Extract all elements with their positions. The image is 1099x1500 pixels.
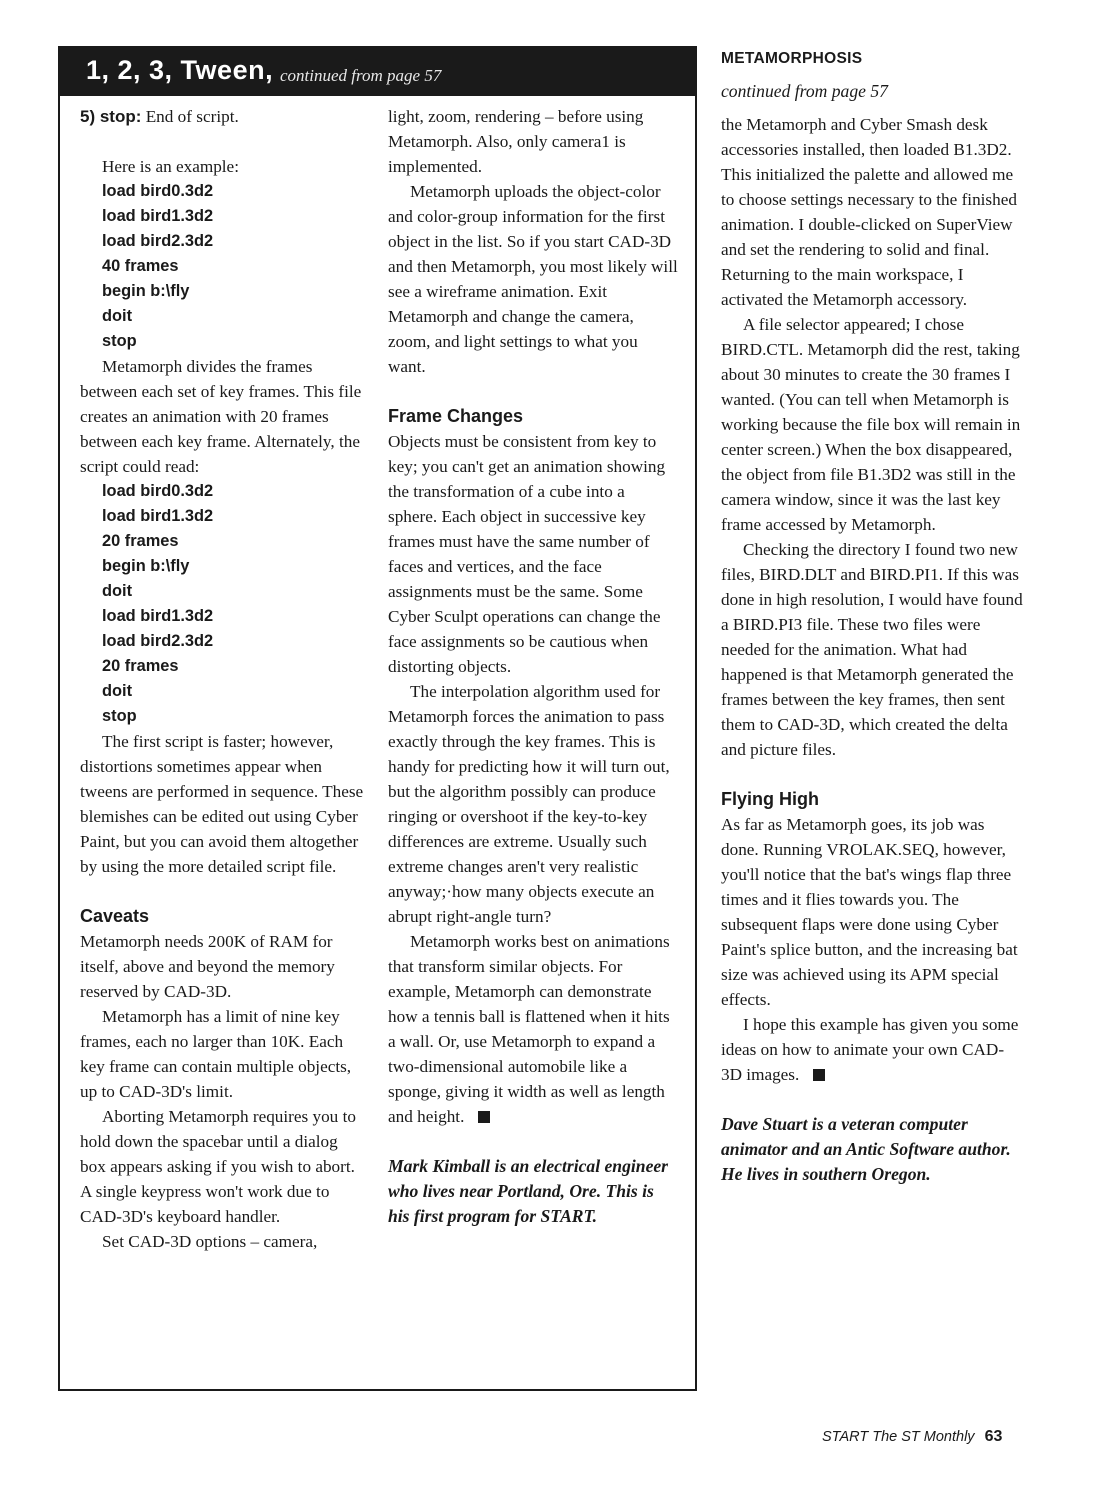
publication-name: START The ST Monthly	[822, 1429, 975, 1445]
paragraph-light-zoom: light, zoom, rendering – before using Metamorph. Also, only camera1 is implemented.	[388, 107, 644, 176]
article-title: 1, 2, 3, Tween,	[86, 55, 274, 85]
script-line: load bird0.3d2	[102, 482, 214, 500]
paragraph-file-selector: A file selector appeared; I chose BIRD.CTL. Metamorph did the rest, taking about 30 minutes to create the 30 frames I wanted. (You can tell when Metamorph is working because the file box will remain in center screen.) When the box disappeared, the object from file B1.3D2 was still in the camera window, since it was the last key frame accessed by Metamorph.	[721, 315, 1021, 534]
page-number: 63	[984, 1428, 1003, 1445]
paragraph-first-script: The first script is faster; however, distortions sometimes appear when tweens are performed in sequence. These blemishes can be edited out using Cyber Paint, but you can avoid them altogether by using the more detailed script file.	[80, 732, 364, 876]
paragraph-intro: the Metamorph and Cyber Smash desk accessories installed, then loaded B1.3D2. This initialized the palette and allowed me to choose settings necessary to the finished animation. I double-clicked on SuperView and set the rendering to solid and final. Returning to the main workspace, I activated the Metamorph accessory.	[721, 115, 1017, 309]
script-line: load bird2.3d2	[102, 232, 214, 250]
script-example-1	[80, 179, 365, 354]
author-bio-stuart: Dave Stuart is a veteran computer animator and an Antic Software author. He lives in southern Oregon.	[721, 1114, 1011, 1184]
script-line: doit	[102, 682, 133, 700]
paragraph-interpolation: The interpolation algorithm used for Metamorph forces the animation to pass exactly through the key frames. This is handy for predicting how it will turn out, but the algorithm possibly can produce ringing or overshoot if the key-to-key differences are extreme. Usually such extreme changes aren't very realistic anyway;·how many objects execute an abrupt right-angle turn?	[388, 682, 670, 926]
page-footer	[822, 1428, 1002, 1446]
script-line: load bird0.3d2	[102, 182, 214, 200]
paragraph-hope: I hope this example has given you some ideas on how to animate your own CAD-3D images.	[721, 1015, 1019, 1084]
article-continued-note: continued from page 57	[280, 66, 442, 85]
script-line: load bird1.3d2	[102, 607, 214, 625]
paragraph-caveats-2: Metamorph has a limit of nine key frames, each no larger than 10K. Each key frame can contain multiple objects, up to CAD-3D's limit.	[80, 1007, 352, 1101]
paragraph-divides-frames: Metamorph divides the frames between each set of key frames. This file creates an animation with 20 frames between each key frame. Alternately, the script could read:	[80, 357, 362, 476]
script-line: stop	[102, 332, 137, 350]
subheading-caveats: Caveats	[80, 906, 150, 926]
script-line: stop	[102, 707, 137, 725]
article-column-1	[80, 104, 365, 1254]
article-header-bar	[60, 48, 695, 96]
kicker-metamorphosis: METAMORPHOSIS	[721, 50, 863, 67]
article-column-3	[721, 46, 1025, 1187]
script-line: load bird1.3d2	[102, 207, 214, 225]
step-5-label: 5) stop:	[80, 107, 142, 126]
script-line: 20 frames	[102, 657, 179, 675]
paragraph-caveats-3: Aborting Metamorph requires you to hold down the spacebar until a dialog box appears asking if you wish to abort. A single keypress won't work due to CAD-3D's keyboard handler.	[80, 1107, 356, 1226]
paragraph-works-best: Metamorph works best on animations that transform similar objects. For example, Metamorph can demonstrate how a tennis ball is flattened when it hits a wall. Or, use Metamorph to expand a two-dimensional automobile like a sponge, giving it width as well as length and height.	[388, 932, 670, 1126]
script-example-2	[80, 479, 365, 729]
article-column-2	[388, 104, 678, 1229]
script-line: load bird2.3d2	[102, 632, 214, 650]
paragraph-objects-consistent: Objects must be consistent from key to key; you can't get an animation showing the transformation of a cube into a sphere. Each object in successive key frames must have the same number of faces and vertices, and the face assignments must be the same. Some Cyber Sculpt operations can change the face assignments so be cautious when distorting objects.	[388, 432, 666, 676]
subheading-flying-high: Flying High	[721, 789, 819, 809]
end-mark-icon	[813, 1069, 825, 1081]
author-bio-kimball: Mark Kimball is an electrical engineer who lives near Portland, Ore. This is his first program for START.	[388, 1156, 669, 1226]
continued-note: continued from page 57	[721, 81, 888, 101]
end-mark-icon	[478, 1111, 490, 1123]
step-5-text: End of script.	[141, 107, 239, 126]
example-intro: Here is an example:	[102, 157, 239, 176]
script-line: 20 frames	[102, 532, 179, 550]
paragraph-caveats-1: Metamorph needs 200K of RAM for itself, above and beyond the memory reserved by CAD-3D.	[80, 932, 335, 1001]
script-line: 40 frames	[102, 257, 179, 275]
paragraph-uploads: Metamorph uploads the object-color and color-group information for the first object in the list. So if you start CAD-3D and then Metamorph, you most likely will see a wireframe animation. Exit Metamorph and change the camera, zoom, and light settings to what you want.	[388, 182, 678, 376]
script-line: begin b:\fly	[102, 557, 190, 575]
script-line: doit	[102, 582, 133, 600]
script-line: load bird1.3d2	[102, 507, 214, 525]
paragraph-directory: Checking the directory I found two new files, BIRD.DLT and BIRD.PI1. If this was done in high resolution, I would have found a BIRD.PI3 file. These two files were needed for the animation. What had happened is that Metamorph generated the frames between the key frames, then sent them to CAD-3D, which created the delta and picture files.	[721, 540, 1023, 759]
paragraph-flying: As far as Metamorph goes, its job was done. Running VROLAK.SEQ, however, you'll notice that the bat's wings flap three times and it flies towards you. The subsequent flaps were done using Cyber Paint's splice button, and the increasing bat size was achieved using its APM special effects.	[721, 815, 1018, 1009]
script-line: doit	[102, 307, 133, 325]
script-line: begin b:\fly	[102, 282, 190, 300]
step-5-paragraph	[80, 104, 365, 129]
paragraph-caveats-4: Set CAD-3D options – camera,	[102, 1232, 318, 1251]
subheading-frame-changes: Frame Changes	[388, 406, 524, 426]
